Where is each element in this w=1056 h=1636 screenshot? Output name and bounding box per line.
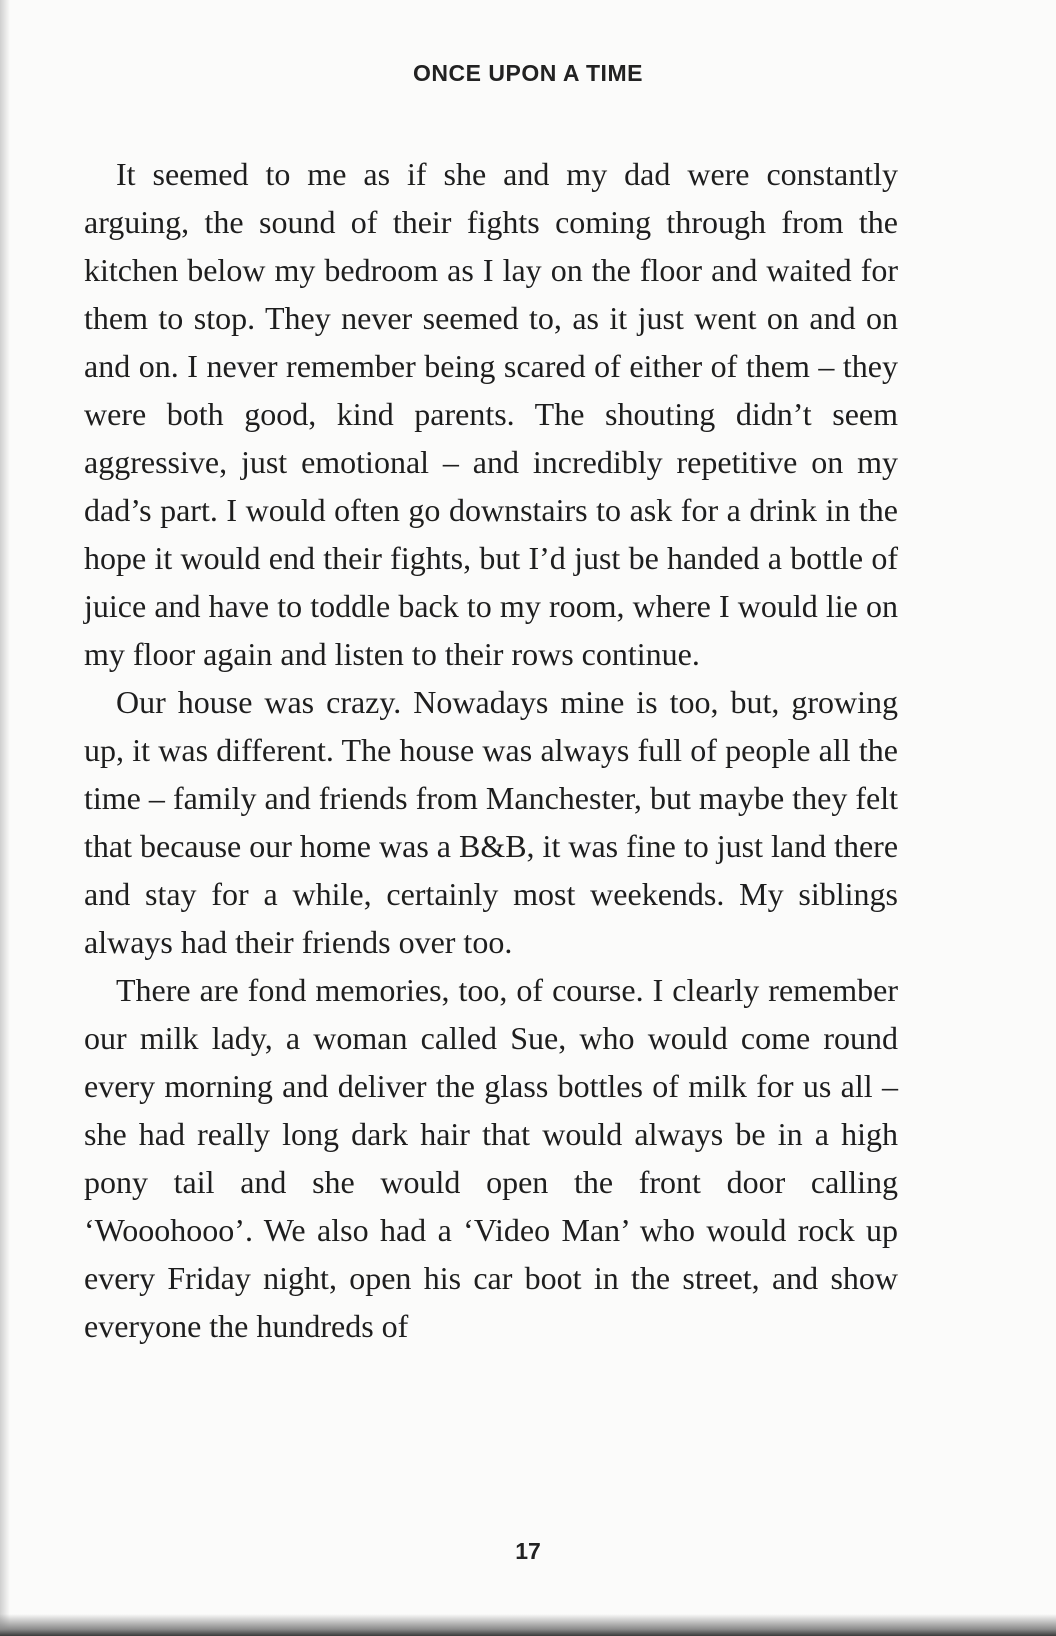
body-text [84, 150, 898, 1350]
page-bottom-edge [0, 1614, 1056, 1636]
running-head: ONCE UPON A TIME [413, 60, 643, 86]
paragraph-3: There are fond memories, too, of course. I clearly remember our milk lady, a woman called Sue, who would come round every morning and deliver the glass bottles of milk for us all – she had really long dark hair that would always be in a high pony tail and she would open the front door calling ‘Wooohooo’. We also had a ‘Video Man’ who would rock up every Friday night, open his car boot in the street, and show everyone the hundreds of [84, 972, 898, 1344]
page-number: 17 [515, 1538, 541, 1564]
page-gutter-shadow [0, 0, 10, 1636]
paragraph-1: It seemed to me as if she and my dad were constantly arguing, the sound of their fights coming through from the kitchen below my bedroom as I lay on the floor and waited for them to stop. They never seemed to, as it just went on and on and on. I never remember being scared of either of them – they were both good, kind parents. The shouting didn’t seem aggressive, just emotional – and incredibly repetitive on my dad’s part. I would often go downstairs to ask for a drink in the hope it would end their fights, but I’d just be handed a bottle of juice and have to toddle back to my room, where I would lie on my floor again and listen to their rows continue. [84, 156, 898, 672]
paragraph-2: Our house was crazy. Nowadays mine is too, but, growing up, it was different. The house was always full of people all the time – family and friends from Manchester, but maybe they felt that because our home was a B&B, it was fine to just land there and stay for a while, certainly most weekends. My siblings always had their friends over too. [84, 684, 899, 960]
